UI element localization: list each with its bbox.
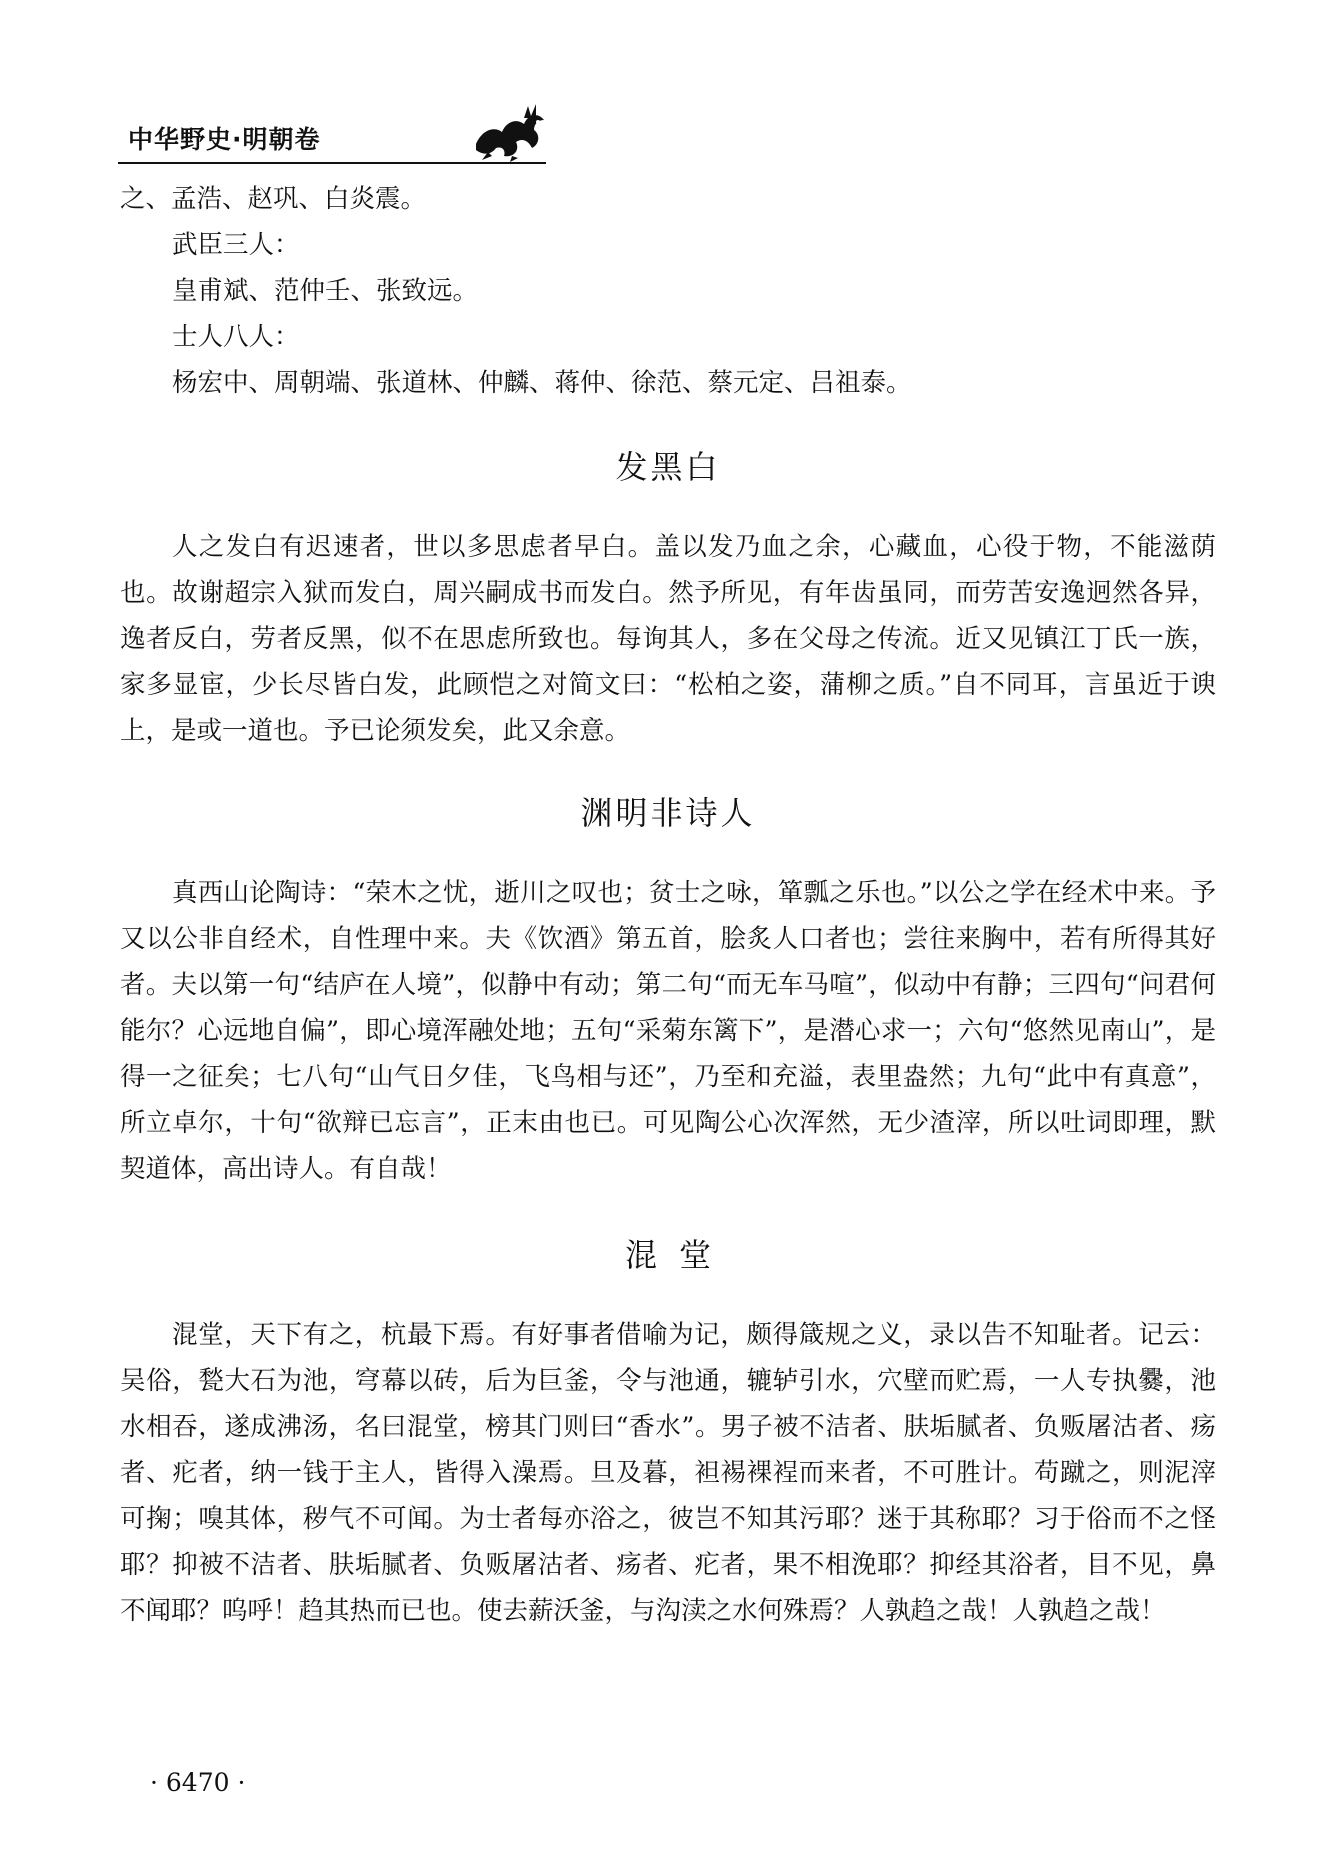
intro-line: 士人八人： — [172, 322, 300, 352]
section-heading: 混堂 — [624, 1236, 733, 1274]
section-paragraph: 混堂，天下有之，杭最下焉。有好事者借喻为记，颇得箴规之义，录以告不知耻者。记云：吴俗，甃大石为池，穹幕以砖，后为巨釜，令与池通，辘轳引水，穴壁而贮焉，一人专执爨，池水相吞，遂成沸汤，名曰混堂，榜其门则曰“香水”。男子被不洁者、肤垢腻者、负贩屠沽者、疡者、疕者，纳一钱于主人，皆得入澡焉。旦及暮，袒裼裸裎而来者，不可胜计。苟蹴之，则泥滓可掬；嗅其体，秽气不可闻。为士者每亦浴之，彼岂不知其污耶？迷于其称耶？习于俗而不之怪耶？抑被不洁者、肤垢腻者、负贩屠沽者、疡者、疕者，果不相浼耶？抑经其浴者，目不见，鼻不闻耶？呜呼！趋其热而已也。使去薪沃釜，与沟渎之水何殊焉？人孰趋之哉！人孰趋之哉！ — [120, 1320, 1216, 1626]
section-paragraph: 人之发白有迟速者，世以多思虑者早白。盖以发乃血之余，心藏血，心役于物，不能滋荫也。故谢超宗入狱而发白，周兴嗣成书而发白。然予所见，有年齿虽同，而劳苦安逸迥然各异，逸者反白，劳者反黑，似不在思虑所致也。每询其人，多在父母之传流。近又见镇江丁氏一族，家多显宦，少长尽皆白发，此顾恺之对简文曰：“松柏之姿，蒲柳之质。”自不同耳，言虽近于谀上，是或一道也。予已论须发矣，此又余意。 — [120, 532, 1216, 746]
intro-line: 杨宏中、周朝端、张道林、仲麟、蒋仲、徐范、蔡元定、吕祖泰。 — [172, 368, 912, 398]
intro-line: 之、孟浩、赵巩、白炎震。 — [120, 184, 427, 214]
page-body — [120, 176, 1216, 1634]
series-title: 中华野史·明朝卷 — [128, 125, 321, 154]
section-heading: 发黑白 — [615, 448, 721, 486]
intro-line: 武臣三人： — [172, 230, 300, 260]
section-heading: 渊明非诗人 — [580, 794, 756, 832]
dragon-icon — [468, 100, 548, 162]
running-header — [118, 100, 548, 160]
header-rule — [118, 162, 546, 164]
intro-line: 皇甫斌、范仲壬、张致远。 — [172, 276, 479, 306]
section-paragraph: 真西山论陶诗：“荣木之忧，逝川之叹也；贫士之咏，箪瓢之乐也。”以公之学在经术中来。予又以公非自经术，自性理中来。夫《饮酒》第五首，脍炙人口者也；尝往来胸中，若有所得其好者。夫以第一句“结庐在人境”，似静中有动；第二句“而无车马喧”，似动中有静；三四句“问君何能尔？心远地自偏”，即心境浑融处地；五句“采菊东篱下”，是潜心求一；六句“悠然见南山”，是得一之征矣；七八句“山气日夕佳，飞鸟相与还”，乃至和充溢，表里盎然；九句“此中有真意”，所立卓尔，十句“欲辩已忘言”，正末由也已。可见陶公心次浑然，无少渣滓，所以吐词即理，默契道体，高出诗人。有自哉！ — [120, 878, 1216, 1184]
page-number: · 6470 · — [150, 1768, 246, 1797]
